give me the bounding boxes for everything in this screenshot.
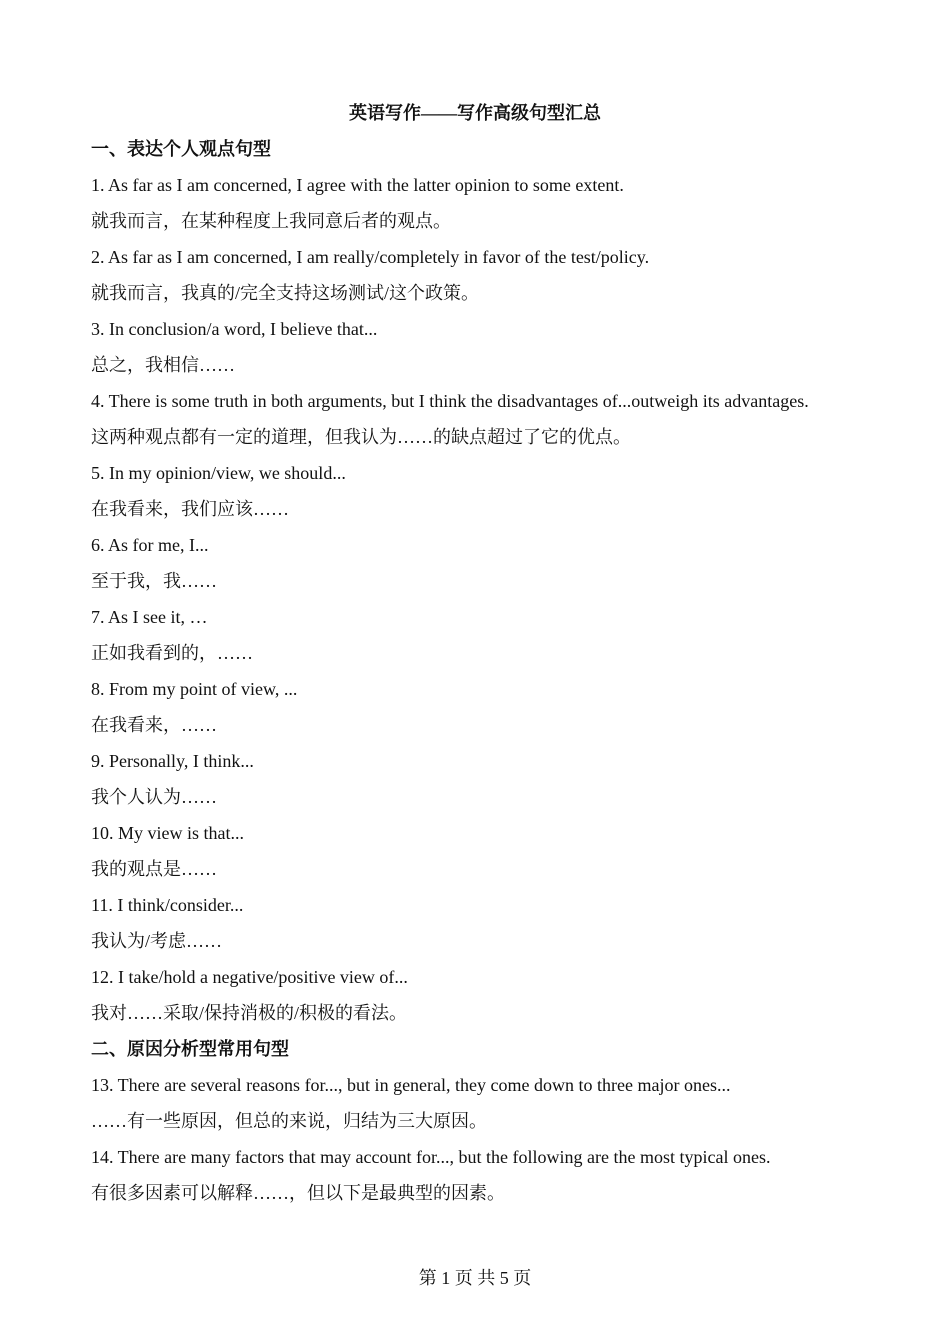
sentence-chinese: 我认为/考虑……: [91, 931, 223, 951]
page-number: 第 1 页 共 5 页: [418, 1268, 532, 1288]
sentence-english: 3. In conclusion/a word, I believe that...: [91, 319, 378, 339]
sentence-english: 10. My view is that...: [91, 823, 244, 843]
document-title: 英语写作——写作高级句型汇总: [349, 103, 601, 123]
sentence-english: 1. As far as I am concerned, I agree with the latter opinion to some extent.: [91, 175, 624, 195]
sentence-chinese: 至于我，我……: [91, 571, 217, 591]
sentence-english: 2. As far as I am concerned, I am really/completely in favor of the test/policy.: [91, 247, 650, 267]
sentence-chinese: 有很多因素可以解释……，但以下是最典型的因素。: [91, 1183, 505, 1203]
sentence-english: 9. Personally, I think...: [91, 751, 254, 771]
sentence-english: 14. There are many factors that may account for..., but the following are the most typical ones.: [91, 1147, 771, 1167]
sentence-english: 11. I think/consider...: [91, 895, 244, 915]
sentence-chinese: 这两种观点都有一定的道理，但我认为……的缺点超过了它的优点。: [91, 427, 631, 447]
sentence-chinese: 在我看来，……: [91, 715, 217, 735]
sentence-english: 5. In my opinion/view, we should...: [91, 463, 346, 483]
sentence-chinese: 总之，我相信……: [91, 355, 235, 375]
sentence-chinese: ……有一些原因，但总的来说，归结为三大原因。: [91, 1111, 487, 1131]
section-heading: 二、原因分析型常用句型: [91, 1039, 289, 1059]
sentence-english: 4. There is some truth in both arguments, but I think the disadvantages of...outweigh its advantages.: [91, 391, 809, 411]
sentence-chinese: 我个人认为……: [91, 787, 217, 807]
sentence-chinese: 我的观点是……: [91, 859, 217, 879]
sentence-chinese: 正如我看到的，……: [91, 643, 253, 663]
sentence-english: 12. I take/hold a negative/positive view of...: [91, 967, 408, 987]
sentence-chinese: 就我而言，在某种程度上我同意后者的观点。: [91, 211, 451, 231]
sentence-english: 8. From my point of view, ...: [91, 679, 298, 699]
sentence-chinese: 在我看来，我们应该……: [91, 499, 289, 519]
sentence-english: 6. As for me, I...: [91, 535, 209, 555]
sentence-english: 13. There are several reasons for..., but in general, they come down to three major ones...: [91, 1075, 731, 1095]
sentence-chinese: 就我而言，我真的/完全支持这场测试/这个政策。: [91, 283, 479, 303]
section-heading: 一、表达个人观点句型: [91, 139, 271, 159]
sentence-chinese: 我对……采取/保持消极的/积极的看法。: [91, 1003, 408, 1023]
document-body: [91, 137, 881, 1217]
sentence-english: 7. As I see it, …: [91, 607, 208, 627]
